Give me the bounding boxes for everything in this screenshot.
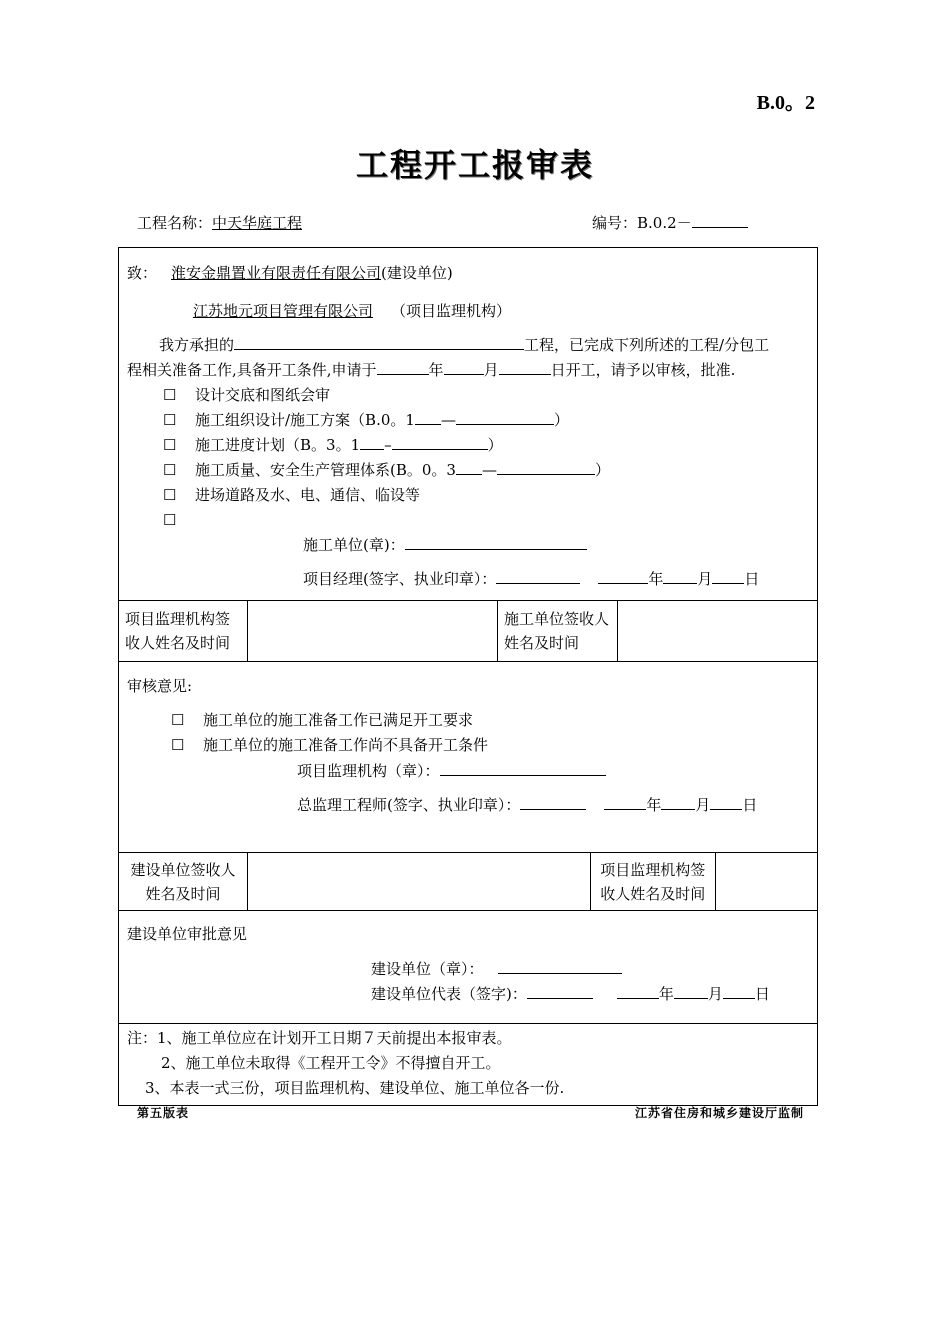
supervisor-seal-field[interactable]: [440, 762, 606, 776]
schedule-ref-field-a[interactable]: [360, 436, 384, 450]
client-rep-sign-line: 建设单位代表（签字)： 年 月 日: [371, 985, 770, 1003]
plan-ref-field-b[interactable]: [456, 411, 554, 425]
checkbox-icon[interactable]: ☐: [171, 711, 185, 729]
client-seal-line: 建设单位（章）：: [371, 959, 622, 979]
chief-day-field[interactable]: [710, 796, 742, 810]
review-opinion-section: [119, 662, 818, 853]
quality-ref-field-a[interactable]: [456, 461, 482, 475]
checklist-item-design-review[interactable]: ☐ 设计交底和图纸会审: [163, 386, 331, 404]
checkbox-icon[interactable]: ☐: [163, 461, 177, 479]
checkbox-icon[interactable]: ☐: [171, 736, 185, 754]
form-number-field[interactable]: [692, 214, 748, 228]
page-title: 工程开工报审表: [355, 146, 594, 184]
addressee-supervisor-line: 江苏地元项目管理有限公司 （项目监理机构）: [159, 301, 511, 321]
checkbox-icon[interactable]: ☐: [163, 411, 177, 429]
review-opinion-label: 审核意见:: [127, 677, 193, 695]
checklist-item-quality-safety[interactable]: ☐ 施工质量、安全生产管理体系(B。0。3 — ）: [163, 461, 610, 479]
schedule-ref-field-b[interactable]: [392, 436, 488, 450]
client-rep-sign-field[interactable]: [527, 985, 593, 999]
checkbox-icon[interactable]: ☐: [163, 436, 177, 454]
client-seal-field[interactable]: [498, 960, 622, 974]
checkbox-icon[interactable]: ☐: [163, 386, 177, 404]
checkbox-icon[interactable]: ☐: [163, 511, 177, 529]
form-number-row: [592, 212, 748, 233]
application-form-table: [118, 247, 818, 1106]
chief-month-field[interactable]: [661, 796, 695, 810]
application-body-line1: 我方承担的 工程，已完成下列所述的工程/分包工: [159, 336, 770, 354]
checklist-item-site-access[interactable]: ☐ 进场道路及水、电、通信、临设等: [163, 486, 421, 504]
plan-ref-field-a[interactable]: [415, 411, 441, 425]
manager-year-field[interactable]: [598, 570, 648, 584]
form-number-label: 编号：B.0.2－: [592, 214, 692, 232]
checklist-item-schedule[interactable]: ☐ 施工进度计划（B。3。1 – ）: [163, 436, 503, 454]
client-year-field[interactable]: [617, 985, 659, 999]
contractor-receiver-label-cell: 施工单位签收人姓名及时间: [498, 601, 618, 662]
supervisor-receiver-subtable: [591, 853, 817, 910]
start-day-field[interactable]: [499, 361, 551, 375]
contractor-receiver-input-cell[interactable]: [618, 601, 818, 662]
review-option-ready[interactable]: ☐ 施工单位的施工准备工作已满足开工要求: [171, 711, 474, 729]
supervisor-seal-line: 项目监理机构（章）：: [297, 761, 606, 781]
chief-engineer-sign-field[interactable]: [520, 796, 586, 810]
client-receiver-label-cell: 建设单位签收人姓名及时间: [119, 853, 248, 911]
checklist-item-other[interactable]: [163, 510, 181, 530]
note-2: 2、施工单位未取得《工程开工令》不得擅自开工。: [161, 1054, 501, 1072]
chief-year-field[interactable]: [604, 796, 646, 810]
project-name-label: 工程名称：: [137, 214, 213, 232]
footer-issuer: 江苏省住房和城乡建设厅监制: [634, 1106, 804, 1120]
client-receiver-input-cell[interactable]: [248, 853, 591, 911]
contractor-seal-field[interactable]: [405, 536, 587, 550]
supervisor-receiver-split-cell: [591, 853, 818, 911]
chief-engineer-sign-line: 总监理工程师(签字、执业印章）： 年 月 日: [297, 796, 758, 814]
project-name-row: [137, 212, 302, 233]
application-section: [119, 248, 818, 601]
client-approval-section: [119, 911, 818, 1024]
start-month-field[interactable]: [444, 361, 484, 375]
notes-section: [119, 1024, 818, 1106]
checkbox-icon[interactable]: ☐: [163, 486, 177, 504]
supervisor-receiver-label-cell-2: 项目监理机构签收人姓名及时间: [591, 853, 715, 910]
manager-sign-field[interactable]: [496, 570, 580, 584]
quality-ref-field-b[interactable]: [497, 461, 595, 475]
project-name-value[interactable]: 中天华庭工程: [212, 214, 303, 232]
review-option-not-ready[interactable]: ☐ 施工单位的施工准备工作尚不具备开工条件: [171, 736, 489, 754]
addressee-client-line: 致： 淮安金鼎置业有限责任有限公司(建设单位): [127, 264, 453, 282]
client-name[interactable]: 淮安金鼎置业有限责任有限公司: [171, 264, 382, 282]
supervisor-name[interactable]: 江苏地元项目管理有限公司: [193, 302, 374, 320]
checklist-item-construction-plan[interactable]: ☐ 施工组织设计/施工方案（B.0。1 — ）: [163, 411, 569, 429]
application-body-line2: 程相关准备工作,具备开工条件,申请于 年 月 日开工，请予以审核，批准.: [127, 361, 736, 379]
footer-edition: 第五版表: [137, 1106, 190, 1120]
project-manager-sign-line: 项目经理(签字、执业印章）： 年 月 日: [303, 570, 760, 588]
client-day-field[interactable]: [723, 985, 755, 999]
project-scope-field[interactable]: [234, 336, 524, 350]
form-code: B.0。2: [756, 92, 815, 114]
client-approval-label: 建设单位审批意见: [127, 925, 248, 943]
supervisor-receiver-label-cell: 项目监理机构签收人姓名及时间: [119, 601, 248, 662]
manager-month-field[interactable]: [663, 570, 697, 584]
note-1: 注：1、施工单位应在计划开工日期７天前提出本报审表。: [127, 1029, 512, 1047]
supervisor-receiver-input-cell-2[interactable]: [715, 853, 817, 910]
supervisor-receiver-input-cell[interactable]: [248, 601, 498, 662]
contractor-seal-line: 施工单位(章)：: [303, 535, 587, 555]
client-month-field[interactable]: [674, 985, 708, 999]
manager-day-field[interactable]: [712, 570, 744, 584]
note-3: 3、本表一式三份，项目监理机构、建设单位、施工单位各一份.: [145, 1079, 565, 1097]
start-year-field[interactable]: [377, 361, 429, 375]
